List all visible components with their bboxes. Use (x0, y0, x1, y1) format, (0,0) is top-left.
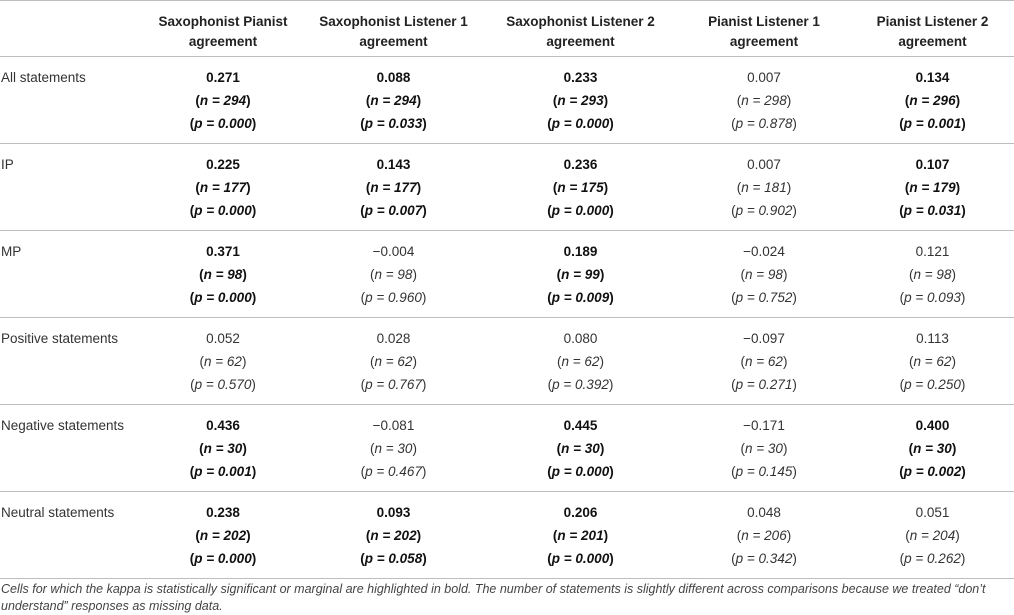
table-cell (484, 492, 677, 579)
row-label: Positive statements (0, 318, 143, 405)
row-label: All statements (0, 57, 143, 144)
sample-size: (n = 202) (365, 528, 422, 543)
p-value-text: p = 0.031 (903, 203, 962, 218)
sample-size: (n = 175) (552, 180, 609, 195)
column-header (143, 1, 303, 57)
sample-size: (n = 98) (199, 267, 247, 282)
table-cell (143, 318, 303, 405)
sample-size: (n = 206) (736, 528, 792, 543)
row-label: MP (0, 231, 143, 318)
kappa-value: 0.080 (563, 331, 598, 346)
table-cell (851, 492, 1014, 579)
table-cell (677, 231, 851, 318)
p-value: (p = 0.000) (189, 290, 257, 305)
header-row (0, 1, 1014, 57)
table-cell (677, 57, 851, 144)
p-value: (p = 0.752) (731, 290, 797, 305)
sample-size-value: n = 98 (374, 267, 413, 282)
table-row (0, 231, 1014, 318)
p-value-text: p = 0.752 (735, 290, 793, 305)
p-value-text: p = 0.093 (904, 290, 961, 305)
table-cell (484, 318, 677, 405)
p-value: (p = 0.000) (547, 464, 614, 479)
table-cell (143, 57, 303, 144)
p-value-text: p = 0.271 (735, 377, 793, 392)
kappa-value: 0.107 (915, 157, 950, 172)
kappa-value: 0.236 (563, 157, 598, 172)
sample-size-value: n = 98 (745, 267, 783, 282)
table-cell (677, 492, 851, 579)
sample-size: (n = 293) (552, 93, 609, 108)
p-value-text: p = 0.000 (194, 203, 252, 218)
row-label: Negative statements (0, 405, 143, 492)
column-header (677, 1, 851, 57)
sample-size-value: n = 30 (913, 441, 952, 456)
p-value: (p = 0.145) (731, 464, 797, 479)
p-value-text: p = 0.033 (364, 116, 423, 131)
sample-size-value: n = 206 (741, 528, 787, 543)
sample-size-value: n = 177 (370, 180, 417, 195)
sample-size-value: n = 177 (199, 180, 247, 195)
p-value-text: p = 0.007 (364, 203, 423, 218)
table-cell (143, 492, 303, 579)
kappa-value: 0.028 (376, 331, 411, 346)
p-value: (p = 0.000) (189, 551, 257, 566)
table-cell (851, 57, 1014, 144)
p-value: (p = 0.033) (360, 116, 427, 131)
sample-size: (n = 298) (736, 93, 792, 108)
column-header-line: agreement (188, 34, 258, 49)
table-cell (677, 144, 851, 231)
p-value: (p = 0.767) (360, 377, 427, 392)
sample-size-value: n = 175 (557, 180, 604, 195)
p-value-text: p = 0.001 (194, 464, 252, 479)
table-cell (303, 492, 484, 579)
p-value: (p = 0.902) (731, 203, 797, 218)
kappa-value: 0.371 (206, 244, 240, 259)
table-row (0, 57, 1014, 144)
p-value-text: p = 0.878 (735, 116, 793, 131)
p-value-text: p = 0.000 (194, 290, 252, 305)
kappa-value: 0.225 (206, 157, 240, 172)
sample-size: (n = 202) (195, 528, 251, 543)
p-value: (p = 0.000) (189, 203, 257, 218)
table-cell (143, 231, 303, 318)
table-body (0, 57, 1014, 579)
kappa-value: −0.081 (372, 418, 415, 433)
column-header-line: Saxophonist Listener 2 (506, 14, 655, 29)
kappa-value: 0.445 (563, 418, 598, 433)
sample-size: (n = 62) (199, 354, 247, 369)
kappa-value: 0.052 (206, 331, 240, 346)
p-value-text: p = 0.262 (904, 551, 961, 566)
p-value: (p = 0.570) (190, 377, 256, 392)
column-header (484, 1, 677, 57)
sample-size-value: n = 30 (561, 441, 600, 456)
sample-size-value: n = 294 (199, 93, 247, 108)
p-value: (p = 0.031) (899, 203, 966, 218)
table-cell (143, 144, 303, 231)
sample-size-value: n = 99 (561, 267, 600, 282)
sample-size: (n = 181) (736, 180, 792, 195)
sample-size: (n = 98) (740, 267, 788, 282)
table-cell (143, 405, 303, 492)
table-cell (677, 405, 851, 492)
kappa-value: 0.007 (747, 157, 781, 172)
p-value: (p = 0.000) (547, 551, 614, 566)
kappa-value: 0.271 (206, 70, 240, 85)
sample-size-value: n = 62 (913, 354, 952, 369)
kappa-value: 0.113 (916, 331, 949, 346)
p-value-text: p = 0.001 (903, 116, 962, 131)
sample-size: (n = 204) (905, 528, 960, 543)
sample-size-value: n = 62 (745, 354, 783, 369)
p-value: (p = 0.058) (360, 551, 427, 566)
p-value-text: p = 0.767 (365, 377, 422, 392)
sample-size-value: n = 62 (374, 354, 413, 369)
kappa-value: 0.238 (206, 505, 240, 520)
table-cell (484, 231, 677, 318)
table-cell (303, 405, 484, 492)
p-value: (p = 0.467) (360, 464, 427, 479)
sample-size: (n = 179) (904, 180, 961, 195)
p-value-text: p = 0.000 (194, 116, 252, 131)
sample-size-value: n = 296 (909, 93, 956, 108)
table-cell (303, 231, 484, 318)
sample-size-value: n = 298 (741, 93, 787, 108)
kappa-value: −0.171 (743, 418, 785, 433)
table-cell (851, 318, 1014, 405)
p-value-text: p = 0.145 (735, 464, 793, 479)
kappa-value: 0.007 (747, 70, 781, 85)
sample-size: (n = 62) (909, 354, 956, 369)
sample-size-value: n = 30 (203, 441, 243, 456)
p-value-text: p = 0.058 (364, 551, 423, 566)
p-value: (p = 0.007) (360, 203, 427, 218)
row-label: Neutral statements (0, 492, 143, 579)
p-value: (p = 0.262) (899, 551, 966, 566)
p-value-text: p = 0.250 (904, 377, 961, 392)
sample-size: (n = 177) (195, 180, 251, 195)
p-value: (p = 0.271) (731, 377, 797, 392)
p-value: (p = 0.001) (899, 116, 966, 131)
kappa-value: 0.206 (563, 505, 598, 520)
column-header-line: agreement (729, 34, 799, 49)
p-value: (p = 0.002) (899, 464, 966, 479)
sample-size-value: n = 202 (199, 528, 247, 543)
table-footnote: Cells for which the kappa is statistically significant or marginal are highlighted in bold. The number of statements is slightly different across comparisons because we treated “don’t understand” responses as missing data. (1, 582, 986, 613)
sample-size-value: n = 98 (913, 267, 952, 282)
p-value-text: p = 0.902 (735, 203, 793, 218)
kappa-value: 0.400 (915, 418, 950, 433)
column-header (303, 1, 484, 57)
sample-size-value: n = 201 (557, 528, 604, 543)
kappa-value: 0.134 (915, 70, 950, 85)
column-header-line: agreement (898, 34, 967, 49)
p-value-text: p = 0.000 (551, 116, 610, 131)
sample-size: (n = 296) (904, 93, 961, 108)
table-cell (484, 57, 677, 144)
table-cell (851, 231, 1014, 318)
p-value-text: p = 0.467 (365, 464, 422, 479)
sample-size-value: n = 294 (370, 93, 417, 108)
table-cell (677, 318, 851, 405)
column-header-line: agreement (546, 34, 615, 49)
p-value-text: p = 0.342 (735, 551, 793, 566)
sample-size: (n = 294) (195, 93, 251, 108)
table-row (0, 318, 1014, 405)
table-cell (851, 144, 1014, 231)
p-value-text: p = 0.000 (194, 551, 252, 566)
p-value: (p = 0.342) (731, 551, 797, 566)
p-value-text: p = 0.570 (194, 377, 252, 392)
sample-size: (n = 177) (365, 180, 422, 195)
p-value: (p = 0.392) (547, 377, 614, 392)
table-row (0, 492, 1014, 579)
sample-size-value: n = 98 (203, 267, 243, 282)
sample-size-value: n = 30 (745, 441, 783, 456)
table-cell (303, 57, 484, 144)
p-value-text: p = 0.000 (551, 203, 610, 218)
table-cell (851, 405, 1014, 492)
sample-size: (n = 62) (740, 354, 788, 369)
kappa-value: −0.097 (743, 331, 785, 346)
sample-size-value: n = 62 (561, 354, 600, 369)
table-row (0, 405, 1014, 492)
table-cell (303, 318, 484, 405)
kappa-value: −0.004 (372, 244, 415, 259)
sample-size: (n = 98) (909, 267, 956, 282)
p-value-text: p = 0.009 (551, 290, 610, 305)
p-value-text: p = 0.960 (365, 290, 422, 305)
sample-size-value: n = 30 (374, 441, 413, 456)
kappa-value: 0.088 (376, 70, 411, 85)
sample-size: (n = 201) (552, 528, 609, 543)
p-value: (p = 0.000) (547, 203, 614, 218)
sample-size: (n = 30) (908, 441, 957, 456)
p-value: (p = 0.093) (899, 290, 966, 305)
p-value: (p = 0.009) (547, 290, 614, 305)
p-value: (p = 0.960) (360, 290, 427, 305)
column-header-line: agreement (359, 34, 428, 49)
kappa-value: −0.024 (743, 244, 785, 259)
p-value: (p = 0.000) (547, 116, 614, 131)
column-header-line: Saxophonist Listener 1 (319, 14, 468, 29)
sample-size-value: n = 179 (909, 180, 956, 195)
sample-size: (n = 62) (557, 354, 604, 369)
sample-size-value: n = 293 (557, 93, 604, 108)
sample-size-value: n = 202 (370, 528, 417, 543)
kappa-value: 0.189 (563, 244, 598, 259)
p-value: (p = 0.001) (189, 464, 257, 479)
sample-size-value: n = 204 (909, 528, 956, 543)
sample-size: (n = 30) (556, 441, 605, 456)
column-header-label (0, 1, 143, 57)
sample-size: (n = 294) (365, 93, 422, 108)
kappa-value: 0.233 (563, 70, 598, 85)
table-cell (484, 144, 677, 231)
sample-size: (n = 30) (370, 441, 417, 456)
p-value: (p = 0.878) (731, 116, 797, 131)
p-value: (p = 0.000) (189, 116, 257, 131)
sample-size: (n = 30) (740, 441, 788, 456)
kappa-value: 0.048 (747, 505, 781, 520)
kappa-value: 0.436 (206, 418, 240, 433)
table-cell (484, 405, 677, 492)
sample-size-value: n = 62 (204, 354, 242, 369)
column-header-line: Pianist Listener 1 (708, 14, 820, 29)
column-header-line: Saxophonist Pianist (158, 14, 288, 29)
kappa-value: 0.051 (915, 505, 950, 520)
table-header (0, 1, 1014, 57)
table-row (0, 144, 1014, 231)
kappa-value: 0.143 (376, 157, 411, 172)
p-value: (p = 0.250) (899, 377, 966, 392)
p-value-text: p = 0.000 (551, 464, 610, 479)
kappa-value: 0.121 (915, 244, 950, 259)
column-header (851, 1, 1014, 57)
sample-size: (n = 98) (370, 267, 417, 282)
p-value-text: p = 0.000 (551, 551, 610, 566)
row-label: IP (0, 144, 143, 231)
sample-size-value: n = 181 (741, 180, 787, 195)
sample-size: (n = 99) (556, 267, 605, 282)
kappa-value: 0.093 (376, 505, 411, 520)
sample-size: (n = 30) (199, 441, 247, 456)
column-header-line: Pianist Listener 2 (876, 14, 989, 29)
p-value-text: p = 0.002 (903, 464, 962, 479)
p-value-text: p = 0.392 (552, 377, 609, 392)
sample-size: (n = 62) (370, 354, 417, 369)
table-cell (303, 144, 484, 231)
